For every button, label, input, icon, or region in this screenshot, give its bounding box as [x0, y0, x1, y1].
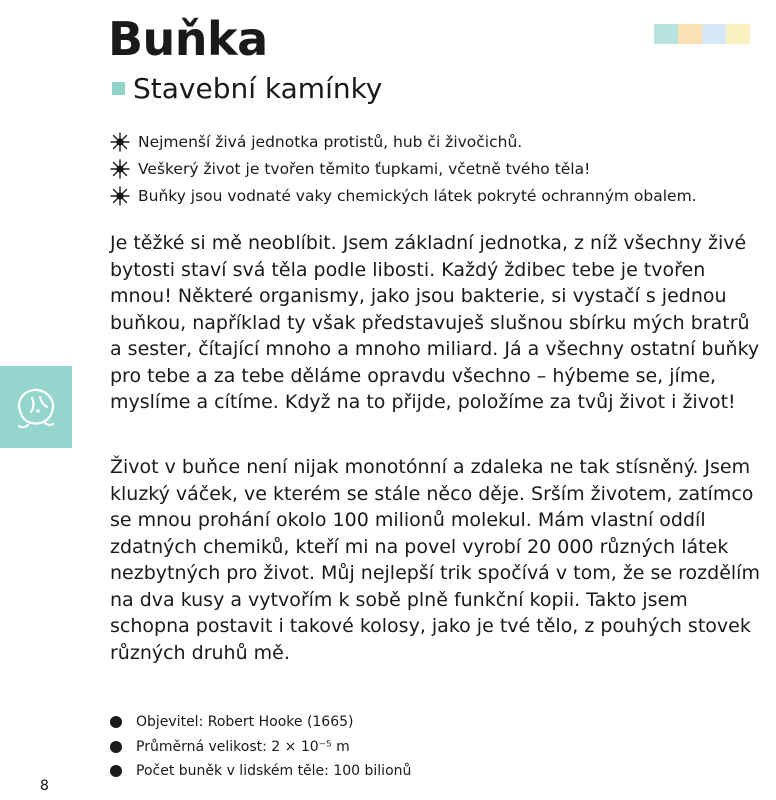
swatch [726, 24, 750, 44]
fact-label: Počet buněk v lidském těle: [136, 763, 329, 780]
page-number: 8 [40, 778, 49, 794]
body-paragraph-1: Je těžké si mě neoblíbit. Jsem základní jednotka, z níž všechny živé bytosti staví svá těla podle libosti. Každý ždibec tebe je tvořen mnou! Některé organismy, jako jsou bakterie, si vystačí s jednou buňkou, například ty však představuješ slušnou sbírku mých bratrů a sester, čítající mnoho a mnoho miliard. Já a všechny ostatní buňky pro tebe a za tebe děláme opravdu všechno – hýbeme se, jíme, myslíme a cítíme. Když na to přijde, položíme za tvůj život i život! [110, 232, 760, 413]
sun-burst-icon [110, 186, 130, 206]
subtitle-text: Stavební kamínky [133, 72, 383, 105]
side-tab [0, 366, 72, 448]
bullet-dot-icon [110, 741, 122, 753]
fact-label: Průměrná velikost: [136, 738, 267, 755]
key-point [110, 128, 750, 155]
subtitle [112, 72, 382, 105]
facts-list [110, 710, 411, 784]
key-points [110, 128, 750, 209]
subtitle-square-icon [112, 82, 125, 95]
swatch [678, 24, 702, 44]
key-point-text: Nejmenší živá jednotka protistů, hub či živočichů. [138, 132, 523, 151]
key-point [110, 155, 750, 182]
fact-value: Robert Hooke (1665) [207, 714, 354, 731]
swatch [654, 24, 678, 44]
fact-label: Objevitel: [136, 714, 204, 731]
fact-item [110, 710, 411, 735]
bullet-dot-icon [110, 765, 122, 777]
fact-item [110, 735, 411, 760]
swatch [702, 24, 726, 44]
bullet-dot-icon [110, 716, 122, 728]
key-point [110, 182, 750, 209]
fact-value: 2 × 10⁻⁵ m [271, 738, 350, 755]
sun-burst-icon [110, 132, 130, 152]
key-point-text: Buňky jsou vodnaté vaky chemických látek pokryté ochranným obalem. [138, 186, 697, 205]
fact-value: 100 bilionů [333, 763, 412, 780]
body-paragraph-2: Život v buňce není nijak monotónní a zdaleka ne tak stísněný. Jsem kluzký váček, ve kterém se stále něco děje. Srším životem, zatímco se mnou prohání okolo 100 milionů molekul. Mám vlastní oddíl zdatných chemiků, kteří mi na povel vyrobí 20 000 různých látek nezbytných pro život. Můj nejlepší trik spočívá v tom, že se rozdělím na dva kusy a vytvořím k sobě plně funkční kopii. Takto jsem schopna postavit i takové kolosy, jako je tvé tělo, z pouhých stovek různých druhů mě. [110, 456, 760, 664]
sun-burst-icon [110, 159, 130, 179]
key-point-text: Veškerý život je tvořen těmito ťupkami, včetně tvého těla! [138, 159, 591, 178]
page-title: Buňka [108, 12, 268, 66]
cell-character-icon [10, 381, 62, 433]
color-swatches [654, 24, 750, 44]
fact-item [110, 759, 411, 784]
